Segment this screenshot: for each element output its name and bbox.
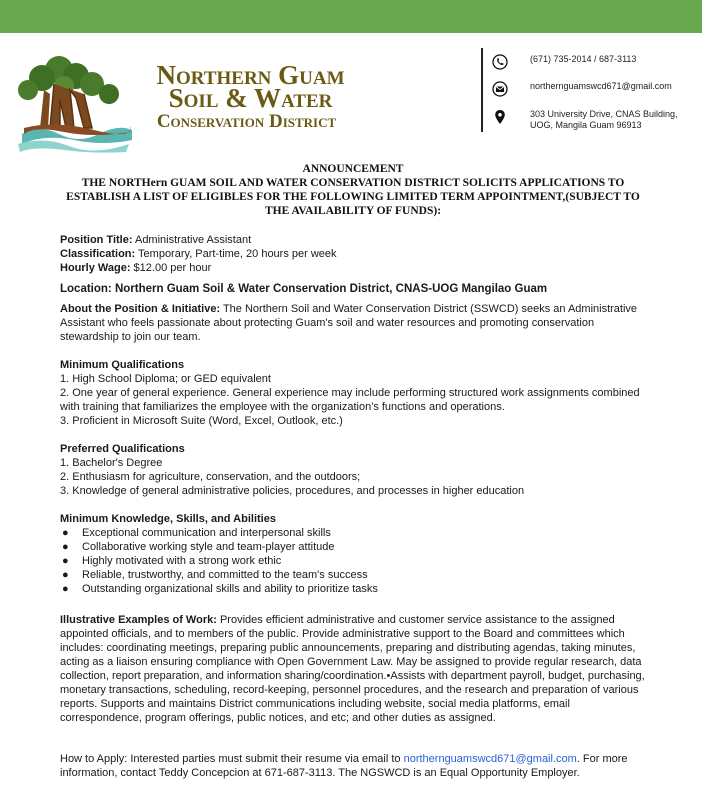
examples-label: Illustrative Examples of Work: (60, 614, 217, 626)
classification-label: Classification: (60, 248, 136, 260)
header-accent-bar (0, 0, 702, 33)
list-item: 2. One year of general experience. General experience may include performing structured work assignments combined with training that familiarizes the employee with the organization's functions and operations. (60, 387, 640, 413)
classification-value: Temporary, Part-time, 20 hours per week (135, 248, 337, 260)
classification-row (60, 247, 648, 261)
preferred-heading: Preferred Qualifications (60, 443, 185, 455)
bullet-icon: ● (62, 527, 69, 539)
email-icon (492, 81, 508, 97)
minimum-heading: Minimum Qualifications (60, 359, 185, 371)
illustrative-examples (60, 613, 648, 725)
organization-name (133, 60, 368, 133)
wage-label: Hourly Wage: (60, 262, 131, 274)
list-item: 1. Bachelor's Degree (60, 457, 163, 469)
wage-row (60, 261, 648, 275)
apply-text-2: . For more information, contact Teddy Concepcion at 671-687-3113. The NGSWCD is an Equal Opportunity Employer. (60, 753, 628, 779)
bullet-icon: ● (62, 569, 69, 581)
about-label: About the Position & Initiative: (60, 303, 221, 315)
preferred-qualifications (60, 442, 648, 498)
contact-address (492, 109, 678, 131)
list-item: ● Exceptional communication and interpersonal skills (62, 527, 331, 539)
list-item: ● Highly motivated with a strong work ethic (62, 555, 282, 567)
phone-icon (492, 54, 508, 70)
position-details (60, 233, 648, 275)
how-to-apply (60, 752, 648, 780)
announcement-line2: ESTABLISH A LIST OF ELIGIBLES FOR THE FOLLOWING LIMITED TERM APPOINTMENT,(SUBJECT TO (66, 191, 640, 203)
ksa-heading: Minimum Knowledge, Skills, and Abilities (60, 513, 276, 525)
announcement-line1: THE NORTHern GUAM SOIL AND WATER CONSERVATION DISTRICT SOLICITS APPLICATIONS TO (81, 177, 625, 189)
bullet-icon: ● (62, 583, 69, 595)
district-logo (14, 50, 134, 154)
list-item: 3. Proficient in Microsoft Suite (Word, Excel, Outlook, etc.) (60, 415, 343, 427)
bullet-icon: ● (62, 541, 69, 553)
announcement-title: ANNOUNCEMENT (302, 163, 404, 175)
list-item: 1. High School Diploma; or GED equivalent (60, 373, 271, 385)
knowledge-skills-abilities (60, 512, 648, 596)
about-section (60, 302, 648, 344)
address-line1: 303 University Drive, CNAS Building, (530, 109, 678, 119)
org-name-line1: Northern Guam (156, 60, 345, 90)
header-divider (481, 48, 483, 132)
position-title-value: Administrative Assistant (132, 234, 252, 246)
list-item: ● Reliable, trustworthy, and committed to the team's success (62, 569, 368, 581)
list-item: ● Collaborative working style and team-player attitude (62, 541, 335, 553)
contact-email (492, 81, 672, 97)
examples-text: Provides efficient administrative and customer service assistance to the assigned appointed officials, and to members of the public. Provide administrative support to the Board and committees which includes: coordinating meetings, preparing public announcements, preparing and distributing agendas, taking minutes, acting as a liaison ensuring compliance with Open Government Law. May be assigned to provide regular research, data collection, report preparation, and information sharing/coordination.•Assists with department payroll, budget, purchasing, monetary transactions, scheduling, record-keeping, personnel procedures, and the research and preparation of various reports. Supports and maintains District communications including website, social media platforms, email correspondence, program offerings, public notices, and etc; and other duties as assigned. (60, 614, 645, 724)
contact-phone (492, 54, 636, 70)
wage-value: $12.00 per hour (130, 262, 212, 274)
org-name-line3: Conservation District (156, 111, 337, 132)
location-line: Location: Northern Guam Soil & Water Conservation District, CNAS-UOG Mangilao Guam (60, 283, 548, 295)
minimum-qualifications (60, 358, 648, 428)
announcement-heading (58, 162, 648, 218)
list-item: ● Outstanding organizational skills and ability to prioritize tasks (62, 583, 378, 595)
phone-text: (671) 735-2014 / 687-3113 (530, 54, 637, 64)
email-text: northernguamswcd671@gmail.com (530, 81, 672, 91)
bullet-icon: ● (62, 555, 69, 567)
org-name-line2: Soil & Water (168, 83, 333, 113)
position-title-label: Position Title: (60, 234, 133, 246)
announcement-line3: THE AVAILABILITY OF FUNDS): (264, 205, 442, 217)
position-title-row (60, 233, 648, 247)
list-item: 2. Enthusiasm for agriculture, conservation, and the outdoors; (60, 471, 361, 483)
apply-text-1: How to Apply: Interested parties must submit their resume via email to (60, 753, 404, 765)
address-line2: UOG, Mangila Guam 96913 (530, 120, 642, 130)
list-item: 3. Knowledge of general administrative policies, procedures, and processes in higher education (60, 485, 525, 497)
apply-email-link[interactable]: northernguamswcd671@gmail.com (403, 753, 577, 765)
location-pin-icon (492, 109, 508, 125)
about-text: The Northern Soil and Water Conservation District (SSWCD) seeks an Administrative Assistant who feels passionate about protecting Guam's soil and water resources and promoting conservation stewardship to join our team. (60, 303, 638, 343)
